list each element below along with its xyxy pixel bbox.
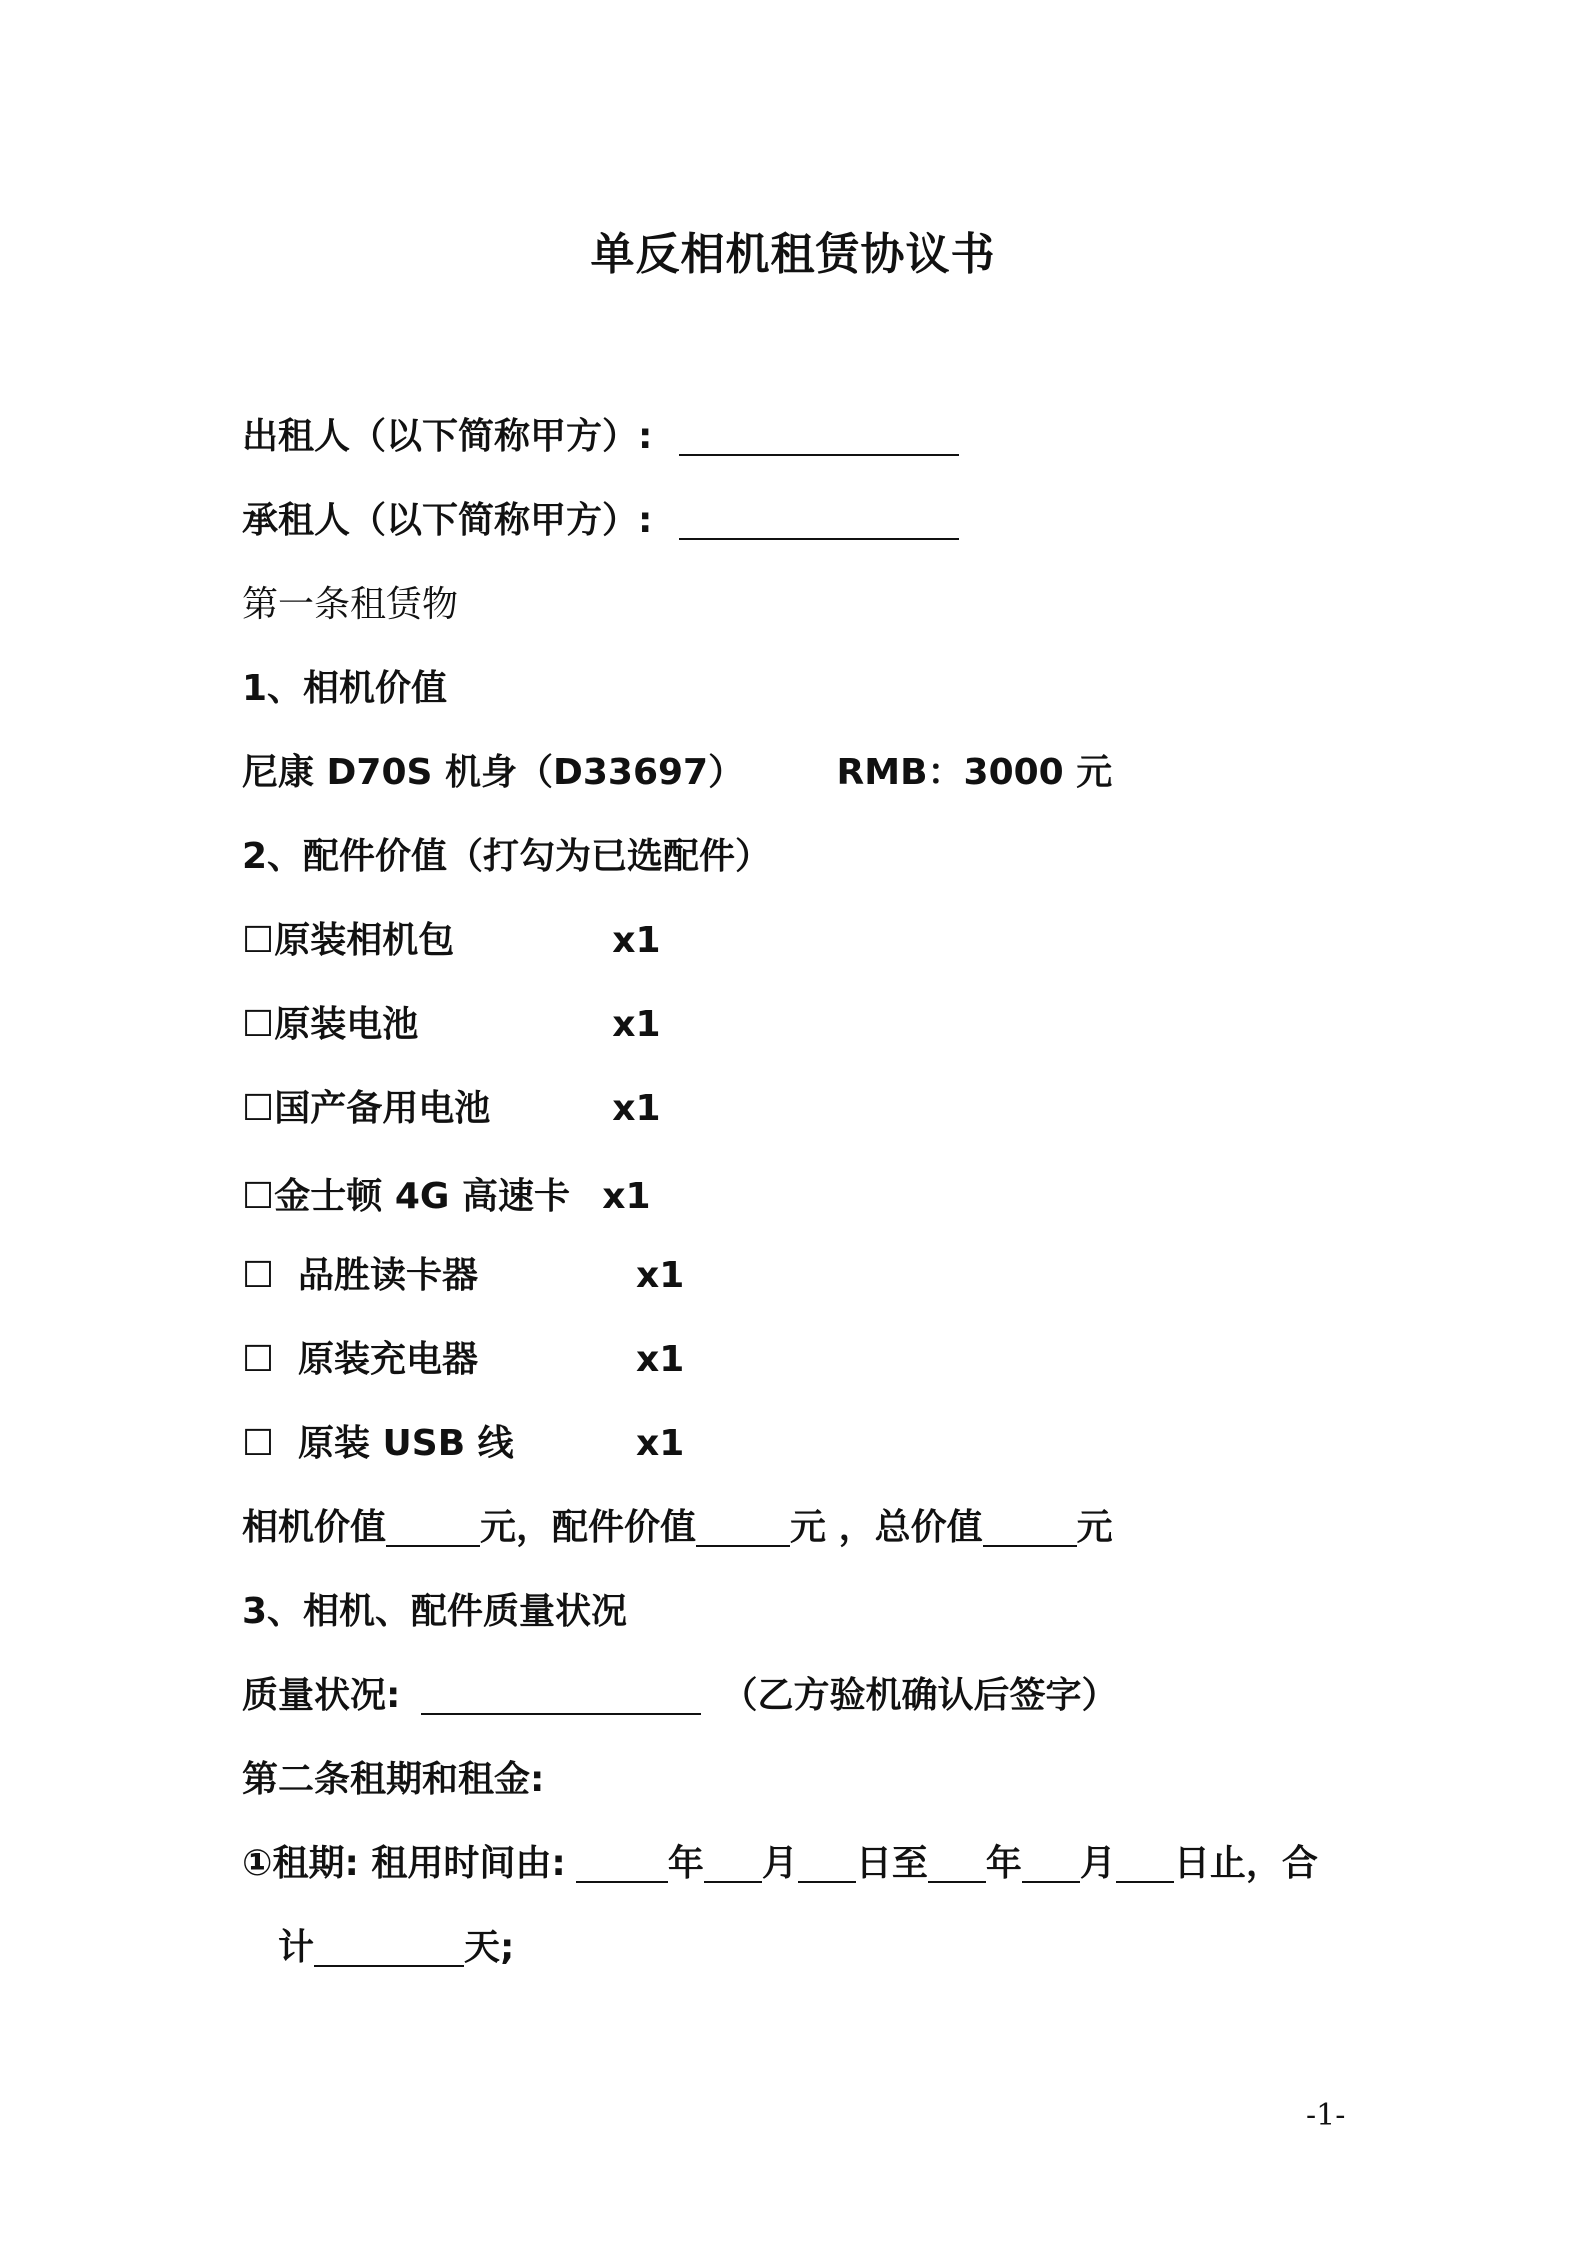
year-label: 年: [985, 1843, 1022, 1884]
document-title: 单反相机租赁协议书: [590, 229, 996, 280]
total-days-field[interactable]: [314, 1925, 464, 1967]
quality-row: [242, 1672, 1118, 1720]
checkbox[interactable]: ☐: [242, 1255, 275, 1296]
month-label: 月: [761, 1843, 798, 1884]
accessory-row: [242, 1173, 651, 1221]
accessory-row: [242, 1420, 684, 1468]
checkbox[interactable]: ☐: [242, 1176, 275, 1217]
accessory-row: [242, 1336, 684, 1384]
article2-heading: 第二条租期和租金:: [242, 1759, 545, 1800]
term-row: [242, 1840, 1318, 1888]
year-label: 年: [667, 1843, 704, 1884]
accessory-qty: x1: [612, 1004, 661, 1045]
accessory-qty: x1: [612, 920, 661, 961]
accessory-name: 原装电池: [274, 1004, 419, 1045]
end-year-field[interactable]: [928, 1841, 986, 1883]
end-month-field[interactable]: [1022, 1841, 1080, 1883]
start-day-field[interactable]: [798, 1841, 856, 1883]
checkbox[interactable]: ☐: [242, 1423, 275, 1464]
accessory-qty: x1: [636, 1423, 685, 1464]
total-days-row: [278, 1924, 514, 1972]
term-prefix: ①租期: 租用时间由:: [242, 1843, 566, 1884]
accessory-value-field[interactable]: [696, 1505, 790, 1547]
total-prefix: 计: [278, 1927, 315, 1968]
accessory-value-label: 元，配件价值: [480, 1507, 697, 1548]
start-month-field[interactable]: [704, 1841, 762, 1883]
accessory-name: 金士顿 4G 高速卡: [274, 1176, 570, 1217]
accessory-row: [242, 1252, 684, 1300]
camera-price: RMB：3000 元: [836, 752, 1113, 793]
accessory-qty: x1: [602, 1176, 651, 1217]
start-year-field[interactable]: [576, 1841, 668, 1883]
month-label: 月: [1079, 1843, 1116, 1884]
lessee-label: 承租人（以下简称甲方）:: [242, 500, 653, 541]
accessory-qty: x1: [636, 1255, 685, 1296]
accessory-name: 原装相机包: [274, 920, 455, 961]
camera-value-label: 相机价值: [242, 1507, 387, 1548]
yuan-label: 元: [1076, 1507, 1113, 1548]
accessory-row: [242, 917, 661, 965]
item2-heading: 2、配件价值（打勾为已选配件）: [242, 836, 772, 877]
camera-row: [242, 749, 1112, 797]
article1-heading: 第一条租赁物: [242, 584, 459, 625]
lessor-name-field[interactable]: [679, 414, 959, 456]
lessee-name-field[interactable]: [679, 498, 959, 540]
end-day-field[interactable]: [1116, 1841, 1174, 1883]
page-number: -1-: [1306, 2098, 1346, 2133]
accessory-qty: x1: [636, 1339, 685, 1380]
accessory-name: 原装 USB 线: [298, 1423, 514, 1464]
day-to-label: 日至: [855, 1843, 928, 1884]
checkbox[interactable]: ☐: [242, 1088, 275, 1129]
lessor-row: [242, 413, 959, 461]
camera-value-field[interactable]: [386, 1505, 480, 1547]
quality-field[interactable]: [421, 1673, 701, 1715]
camera-model: 尼康 D70S 机身（D33697）: [242, 752, 745, 793]
item3-heading: 3、相机、配件质量状况: [242, 1591, 628, 1632]
value-row: [242, 1504, 1113, 1552]
accessory-name: 国产备用电池: [274, 1088, 491, 1129]
total-value-field[interactable]: [983, 1505, 1077, 1547]
total-value-label: 元 ，总价值: [790, 1507, 983, 1548]
checkbox[interactable]: ☐: [242, 1339, 275, 1380]
accessory-row: [242, 1085, 661, 1133]
quality-note: （乙方验机确认后签字）: [721, 1675, 1118, 1716]
total-suffix: 天;: [464, 1927, 515, 1968]
item1-heading: 1、相机价值: [242, 668, 448, 709]
day-end-label: 日止，合: [1173, 1843, 1318, 1884]
accessory-row: [242, 1001, 661, 1049]
accessory-name: 品胜读卡器: [298, 1255, 479, 1296]
lessor-label: 出租人（以下简称甲方）:: [242, 416, 653, 457]
accessory-qty: x1: [612, 1088, 661, 1129]
checkbox[interactable]: ☐: [242, 1004, 275, 1045]
lessee-row: [242, 497, 959, 545]
checkbox[interactable]: ☐: [242, 920, 275, 961]
quality-label: 质量状况:: [242, 1675, 401, 1716]
accessory-name: 原装充电器: [298, 1339, 479, 1380]
